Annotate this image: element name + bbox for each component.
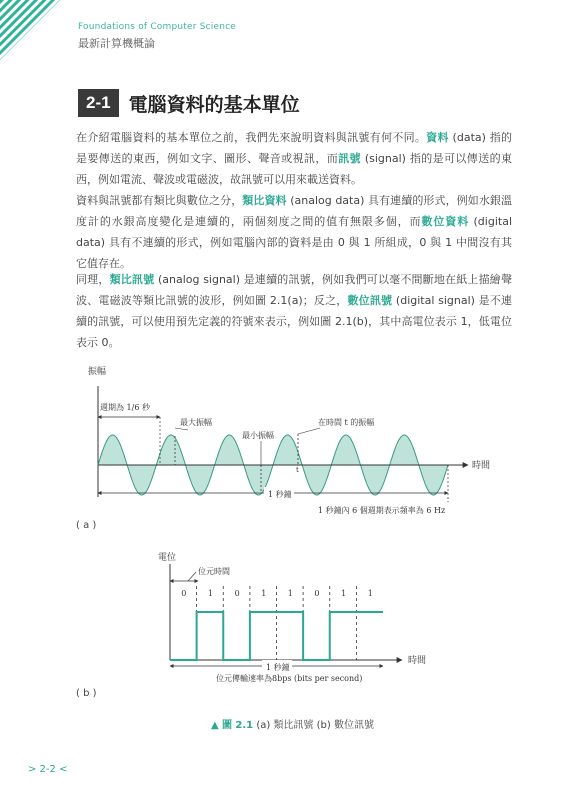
digital-signal-figure xyxy=(150,550,450,690)
frequency-note: 1 秒鐘內 6 個週期表示頻率為 6 Hz xyxy=(318,506,446,515)
bit-values xyxy=(181,586,372,660)
bit-time-label: 位元時間 xyxy=(198,567,230,576)
bit-value-label: 1 xyxy=(341,589,347,598)
bit-value-label: 1 xyxy=(207,589,213,598)
section-title: 電腦資料的基本單位 xyxy=(128,93,300,116)
highlighted-term: 訊號 xyxy=(338,152,361,165)
bit-value-label: 1 xyxy=(261,589,267,598)
bit-value-label: 1 xyxy=(287,589,293,598)
t-marker-label: t xyxy=(296,466,299,474)
bit-value-label: 0 xyxy=(314,589,320,598)
one-second-label-b: 1 秒鐘 xyxy=(266,663,290,672)
header-english-title: Foundations of Computer Science xyxy=(78,22,237,32)
t-amplitude-label: 在時間 t 的振幅 xyxy=(318,418,375,427)
bit-value-label: 1 xyxy=(367,589,373,598)
paragraph-1 xyxy=(76,127,512,190)
figure-b-label: ( b ) xyxy=(76,688,97,699)
y-axis-label: 振幅 xyxy=(88,367,107,377)
page-number: > 2-2 < xyxy=(28,764,68,775)
paragraph-text: 在介紹電腦資料的基本單位之前，我們先來說明資料與訊號有何不同。 xyxy=(76,131,427,144)
paragraph-text: 資料與訊號都有類比與數位之分， xyxy=(76,194,243,207)
paragraph-3 xyxy=(76,269,512,353)
period-label: 週期為 1/6 秒 xyxy=(100,403,150,412)
t-amplitude-leader xyxy=(298,428,320,434)
min-amplitude-label: 最小振幅 xyxy=(242,431,274,440)
corner-stripes-decoration xyxy=(0,0,60,60)
voltage-axis-label: 電位 xyxy=(158,553,177,563)
figure-caption xyxy=(0,716,585,731)
max-amplitude-leader xyxy=(175,428,188,430)
paragraph-text: (analog signal) 是連續的訊號，例如我們可以毫不間斷地在紙上描繪聲波、電磁波等類比訊號的波形，例如圖 2.1(a)；反之， xyxy=(76,273,512,307)
max-amplitude-label: 最大振幅 xyxy=(180,418,212,427)
highlighted-term: 數位訊號 xyxy=(347,294,393,307)
paragraph-text: (signal) 指的是可以傳送的東西，例如電流、聲波或電磁波，故訊號可以用來載送資料。 xyxy=(76,152,512,186)
section-number: 2-1 xyxy=(78,89,119,117)
paragraph-text: (data) 指的是要傳送的東西，例如文字、圖形、聲音或視訊，而 xyxy=(76,131,513,165)
time-axis-label: 時間 xyxy=(408,656,427,666)
one-second-label: 1 秒鐘 xyxy=(268,490,292,499)
bit-value-label: 0 xyxy=(234,589,240,598)
paragraph-text: (analog data) 具有連續的形式，例如水銀溫度計的水銀高度變化是連續的，兩個刻度之間的值有無限多個，而 xyxy=(76,194,512,228)
caption-triangle-icon: ▲ xyxy=(211,720,219,731)
highlighted-term: 資料 xyxy=(426,131,449,144)
figure-a-label: ( a ) xyxy=(76,520,97,531)
caption-figure-number: 圖 2.1 xyxy=(221,720,254,731)
paragraph-2 xyxy=(76,190,512,274)
analog-signal-figure xyxy=(88,362,498,522)
highlighted-term: 類比訊號 xyxy=(109,273,155,286)
bit-value-label: 0 xyxy=(181,589,187,598)
header-chinese-title: 最新計算機概論 xyxy=(78,37,155,50)
paragraph-text: 同理， xyxy=(76,273,110,286)
highlighted-term: 類比資料 xyxy=(242,194,287,207)
bit-rate-note: 位元傳輸速率為8bps (bits per second) xyxy=(216,674,363,683)
bit-time-leader xyxy=(188,572,196,581)
paragraph-text: (digital data) 具有不連續的形式，例如電腦內部的資料是由 0 與 1 所組成，0 與 1 中間沒有其它值存在。 xyxy=(76,215,512,270)
x-axis-label: 時間 xyxy=(472,461,491,471)
section-heading xyxy=(78,89,300,117)
caption-text: (a) 類比訊號 (b) 數位訊號 xyxy=(256,720,374,731)
paragraph-text: (digital signal) 是不連續的訊號，可以使用預先定義的符號來表示，例如圖 2.1(b)，其中高電位表示 1，低電位表示 0。 xyxy=(76,294,512,349)
highlighted-term: 數位資料 xyxy=(421,215,470,228)
